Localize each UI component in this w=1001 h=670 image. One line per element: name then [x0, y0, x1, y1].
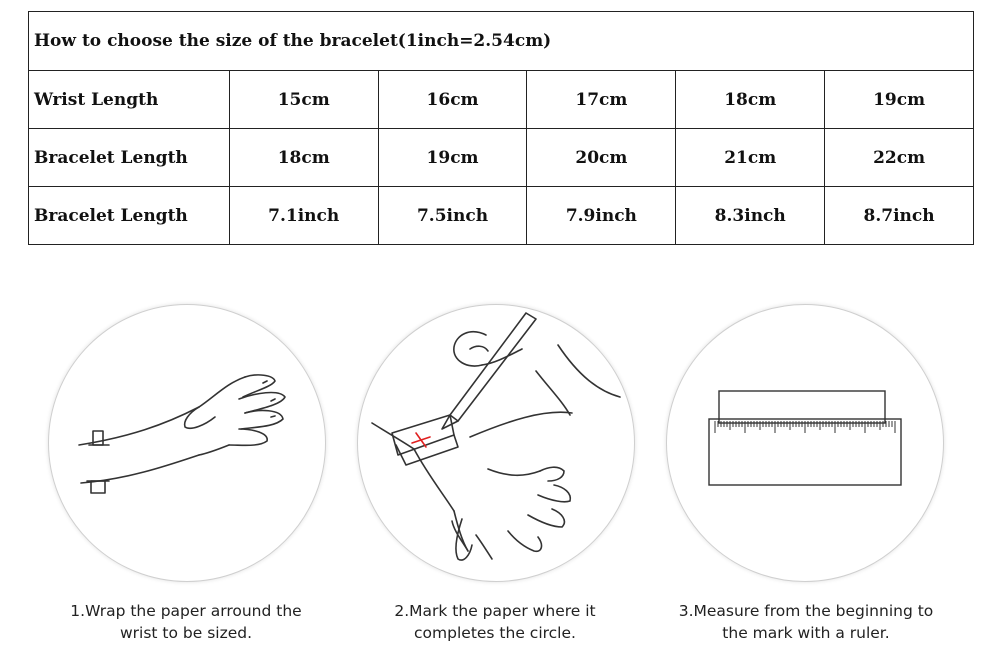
table-cell: 8.7inch	[825, 187, 974, 245]
table-cell: 18cm	[229, 129, 378, 187]
ruler-icon	[667, 305, 943, 581]
row-label: Bracelet Length	[29, 129, 230, 187]
table-cell: 16cm	[378, 71, 527, 129]
step-2-caption-line2: completes the circle.	[414, 624, 576, 642]
table-cell: 21cm	[676, 129, 825, 187]
step-2-illustration	[357, 304, 635, 582]
step-1-caption-line2: wrist to be sized.	[119, 624, 253, 642]
row-label: Wrist Length	[29, 71, 230, 129]
table-title-row	[29, 12, 974, 71]
step-3-illustration	[666, 304, 944, 582]
table-cell: 7.1inch	[229, 187, 378, 245]
step-1-illustration	[48, 304, 326, 582]
step-2-caption	[345, 600, 645, 644]
table-cell: 19cm	[378, 129, 527, 187]
hand-wrap-icon	[49, 305, 325, 581]
table-row-bracelet-length-inch	[29, 187, 974, 245]
table-cell: 15cm	[229, 71, 378, 129]
step-3-caption-line2: the mark with a ruler.	[722, 624, 890, 642]
step-1-caption-line1: 1.Wrap the paper arround the	[70, 602, 302, 620]
pen-mark-icon	[358, 305, 634, 581]
ruler-ticks	[715, 421, 895, 433]
table-cell: 8.3inch	[676, 187, 825, 245]
table-cell: 22cm	[825, 129, 974, 187]
table-cell: 7.5inch	[378, 187, 527, 245]
step-2-caption-line1: 2.Mark the paper where it	[394, 602, 596, 620]
table-cell: 7.9inch	[527, 187, 676, 245]
table-cell: 17cm	[527, 71, 676, 129]
table-row-bracelet-length-cm	[29, 129, 974, 187]
table-title: How to choose the size of the bracelet(1inch=2.54cm)	[29, 12, 974, 71]
table-cell: 18cm	[676, 71, 825, 129]
table-cell: 20cm	[527, 129, 676, 187]
row-label: Bracelet Length	[29, 187, 230, 245]
step-1-caption	[36, 600, 336, 644]
table-cell: 19cm	[825, 71, 974, 129]
step-3-caption	[656, 600, 956, 644]
size-chart-table	[28, 11, 974, 245]
step-3-caption-line1: 3.Measure from the beginning to	[678, 602, 934, 620]
table-row-wrist-length	[29, 71, 974, 129]
